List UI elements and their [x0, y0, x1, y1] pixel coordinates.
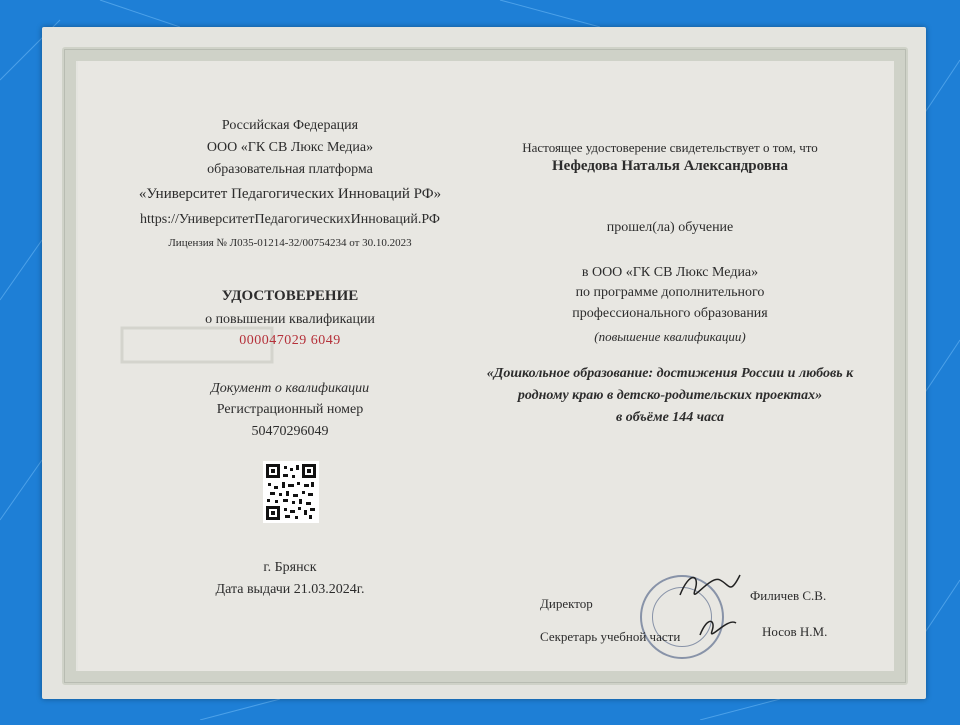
course-title-line-1: «Дошкольное образование: достижения России и любовь к — [486, 366, 854, 381]
issue-date: Дата выдачи 21.03.2024г. — [215, 582, 365, 597]
document-subtitle: о повышении квалификации — [205, 312, 375, 327]
director-name: Филичев С.В. — [750, 588, 827, 603]
completed-text: прошел(ла) обучение — [606, 220, 734, 235]
registration-number: 50470296049 — [251, 424, 329, 439]
secretary-label: Секретарь учебной части — [540, 629, 681, 644]
program-type: (повышение квалификации) — [594, 329, 746, 344]
registration-label: Регистрационный номер — [216, 402, 364, 417]
intro-text: Настоящее удостоверение свидетельствует о том, что — [522, 140, 818, 155]
document-kind: Документ о квалификации — [210, 381, 370, 396]
watermark — [118, 320, 278, 380]
secretary-name: Носов Н.М. — [762, 624, 828, 639]
program-line-1: по программе дополнительного — [575, 285, 765, 300]
qr-code — [263, 461, 319, 523]
recipient-name: Нефедова Наталья Александровна — [551, 158, 789, 174]
city-text: г. Брянск — [263, 560, 317, 575]
serial-number: 000047029 6049 — [239, 333, 341, 348]
document-title: УДОСТОВЕРЕНИЕ — [221, 288, 359, 304]
course-hours: в объёме 144 часа — [616, 410, 724, 425]
org-name-text: ООО «ГК СВ Люкс Медиа» — [206, 140, 374, 155]
platform-text: образовательная платформа — [207, 162, 373, 177]
university-name: «Университет Педагогических Инноваций РФ» — [138, 186, 442, 202]
license-text: Лицензия № Л035-01214-32/00754234 от 30.10.2023 — [168, 237, 412, 249]
website-url: https://УниверситетПедагогическихИнноваций.РФ — [140, 212, 440, 227]
director-label: Директор — [540, 596, 593, 611]
country-text: Российская Федерация — [221, 118, 359, 133]
course-title-line-2: родному краю в детско-родительских проектах» — [517, 388, 823, 403]
program-line-2: профессионального образования — [572, 306, 768, 321]
signatures — [670, 565, 760, 645]
organization-text: в ООО «ГК СВ Люкс Медиа» — [581, 265, 759, 280]
